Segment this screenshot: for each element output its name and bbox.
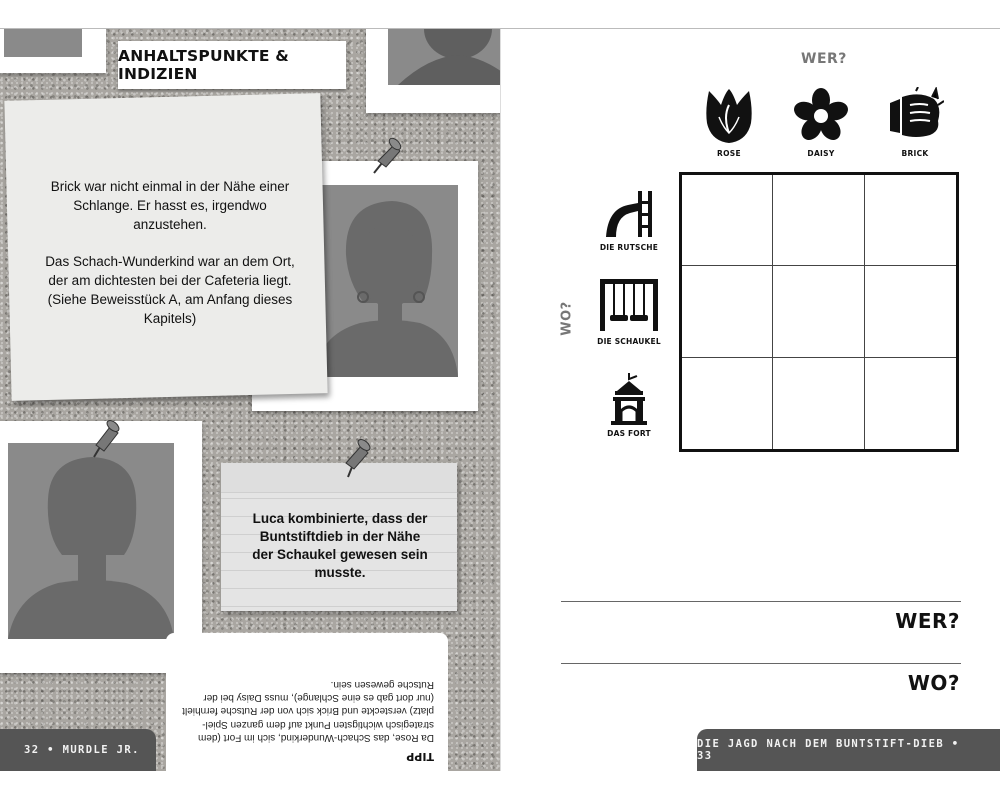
answer-line-where[interactable] xyxy=(561,663,961,664)
boy-silhouette xyxy=(8,443,174,639)
right-page-deduction-grid xyxy=(500,29,1000,771)
partial-photo-top-right xyxy=(366,29,500,113)
suspect-column-daisy xyxy=(781,87,861,158)
tip-title: TIPP xyxy=(406,750,434,763)
grid-cell[interactable] xyxy=(682,175,773,266)
page-title-card xyxy=(118,41,346,89)
clue-swing: Luca kombinierte, dass der Buntstiftdieb in der Nähe der Schaukel gewesen sein musste. xyxy=(252,511,428,580)
slide-icon xyxy=(604,189,654,239)
suspect-label-rose: ROSE xyxy=(717,149,741,158)
clue-chess-prodigy: Das Schach-Wunderkind war an dem Ort, der am dichtesten bei der Cafeteria liegt. (Siehe Beweisstück A, am Anfang dieses Kapitels) xyxy=(45,254,295,326)
where-heading: WO? xyxy=(559,301,575,336)
location-row-swing xyxy=(587,277,671,346)
deduction-grid xyxy=(679,172,959,452)
grid-cell[interactable] xyxy=(773,175,864,266)
page-folio-left xyxy=(0,729,156,771)
suspect-column-rose xyxy=(689,87,769,158)
partial-photo-top-left xyxy=(0,29,106,73)
who-heading: WER? xyxy=(801,51,847,67)
grid-cell[interactable] xyxy=(773,358,864,449)
suspect-column-brick xyxy=(875,87,955,158)
page-number-left: 32 • MURDLE JR. xyxy=(24,744,140,756)
page-title: ANHALTSPUNKTE & INDIZIEN xyxy=(118,47,289,83)
page-folio-right xyxy=(697,729,1000,771)
fist-icon xyxy=(886,87,944,145)
suspect-label-daisy: DAISY xyxy=(807,149,835,158)
location-row-fort xyxy=(587,371,671,438)
grid-cell[interactable] xyxy=(865,175,956,266)
fort-icon xyxy=(609,371,649,425)
location-label-swing: DIE SCHAUKEL xyxy=(597,337,661,346)
pushpin-icon xyxy=(84,415,124,463)
tip-card-upside-down xyxy=(166,633,448,771)
book-spread xyxy=(0,28,1000,770)
pushpin-icon xyxy=(364,133,404,181)
answer-label-who: WER? xyxy=(895,609,960,633)
page-number-right: DIE JAGD NACH DEM BUNTSTIFT-DIEB • 33 xyxy=(697,738,960,762)
left-page-corkboard xyxy=(0,29,500,771)
location-label-fort: DAS FORT xyxy=(607,429,651,438)
clue-brick: Brick war nicht einmal in der Nähe einer Schlange. Er hasst es, irgendwo anzustehen. xyxy=(50,179,290,232)
grid-cell[interactable] xyxy=(865,266,956,357)
tip-body: Da Rose, das Schach-Wunderkind, sich im Fort (dem strategisch wichtigsten Punkt auf dem ganzen Spiel-platz) versteckte und Brick sich von der Rutsche fernhielt (nur dort gab es eine Schlange), muss Daisy bei der Rutsche gewesen sein. xyxy=(182,678,434,743)
grid-cell[interactable] xyxy=(865,358,956,449)
sticky-note-text xyxy=(40,177,300,328)
grid-cell[interactable] xyxy=(773,266,864,357)
grid-cell[interactable] xyxy=(682,358,773,449)
location-row-slide xyxy=(587,189,671,252)
location-label-slide: DIE RUTSCHE xyxy=(599,243,659,252)
rose-icon xyxy=(703,87,755,145)
swing-icon xyxy=(598,277,660,333)
grid-cell[interactable] xyxy=(682,266,773,357)
suspect-label-brick: BRICK xyxy=(901,149,929,158)
pushpin-icon xyxy=(334,433,374,481)
answer-line-who[interactable] xyxy=(561,601,961,602)
woman-silhouette xyxy=(304,185,458,377)
answer-label-where: WO? xyxy=(907,671,960,695)
daisy-flower-icon xyxy=(793,87,849,145)
